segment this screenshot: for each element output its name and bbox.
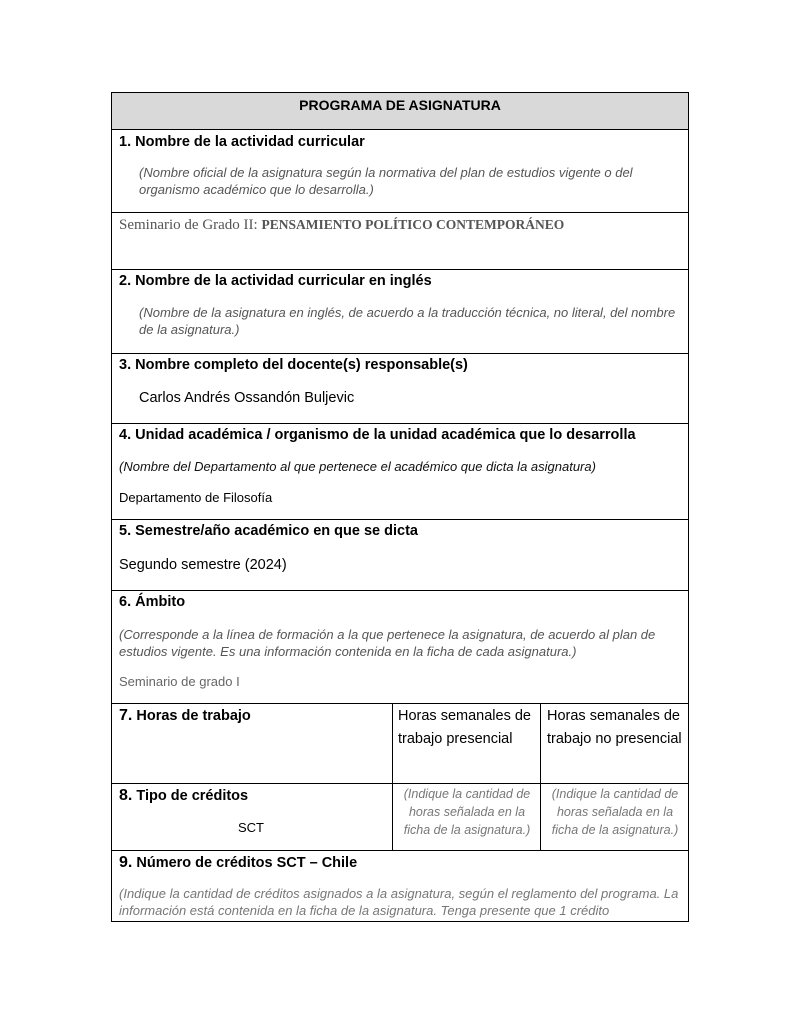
hours-presencial-hint[interactable]: (Indique la cantidad de horas señalada en la ficha de la asignatura.) bbox=[403, 787, 531, 837]
program-form bbox=[111, 92, 689, 922]
section-1-value-row[interactable] bbox=[112, 213, 688, 270]
section-6-hint: (Corresponde a la línea de formación a la que pertenece la asignatura, de acuerdo al plan de estudios vigente. Es una información contenida en la ficha de cada asignatura.) bbox=[119, 627, 656, 659]
section-2-heading: 2. Nombre de la actividad curricular en inglés bbox=[119, 273, 432, 289]
section-4-hint: (Nombre del Departamento al que pertenece el académico que dicta la asignatura) bbox=[119, 459, 596, 474]
column-divider-2 bbox=[540, 704, 541, 851]
section-8-number: 8. bbox=[119, 787, 133, 804]
section-4-value: Departamento de Filosofía bbox=[119, 490, 273, 505]
section-7-title: Horas de trabajo bbox=[132, 708, 251, 724]
section-7-heading bbox=[119, 707, 251, 725]
section-5-value: Segundo semestre (2024) bbox=[119, 557, 287, 573]
section-8-heading bbox=[119, 787, 248, 805]
section-8 bbox=[112, 784, 688, 851]
section-3-heading: 3. Nombre completo del docente(s) responsable(s) bbox=[119, 357, 468, 373]
section-3-value: Carlos Andrés Ossandón Buljevic bbox=[139, 390, 355, 406]
section-9-heading bbox=[119, 854, 357, 872]
section-9-hint: (Indique la cantidad de créditos asignados a la asignatura, según el reglamento del programa. La información está contenida en la ficha de la asignatura. Tenga presente que 1 crédito bbox=[119, 886, 679, 918]
section-1-value-main: PENSAMIENTO POLÍTICO CONTEMPORÁNEO bbox=[261, 217, 565, 232]
hours-presencial-header: Horas semanales de trabajo presencial bbox=[398, 708, 531, 747]
section-9-title: Número de créditos SCT – Chile bbox=[132, 855, 358, 871]
hours-no-presencial-header: Horas semanales de trabajo no presencial bbox=[547, 708, 682, 747]
section-3[interactable] bbox=[112, 354, 688, 424]
section-1-value-prefix: Seminario de Grado II: bbox=[119, 217, 262, 233]
section-9-number: 9. bbox=[119, 854, 133, 871]
section-5-heading: 5. Semestre/año académico en que se dicta bbox=[119, 523, 418, 539]
section-6[interactable] bbox=[112, 591, 688, 704]
form-title: PROGRAMA DE ASIGNATURA bbox=[299, 97, 501, 113]
hours-no-presencial-hint[interactable]: (Indique la cantidad de horas señalada en la ficha de la asignatura.) bbox=[551, 787, 679, 837]
section-8-title: Tipo de créditos bbox=[132, 788, 249, 804]
form-title-row bbox=[112, 93, 688, 130]
section-7 bbox=[112, 704, 688, 784]
section-2-hint: (Nombre de la asignatura en inglés, de acuerdo a la traducción técnica, no literal, del nombre de la asignatura.) bbox=[139, 305, 676, 337]
section-2[interactable] bbox=[112, 270, 688, 354]
section-9[interactable] bbox=[112, 851, 688, 922]
credit-type-value: SCT bbox=[238, 820, 264, 835]
section-4[interactable] bbox=[112, 424, 688, 520]
section-1-value bbox=[119, 217, 564, 234]
column-divider-1 bbox=[392, 704, 393, 851]
section-7-number: 7. bbox=[119, 707, 133, 724]
section-5[interactable] bbox=[112, 520, 688, 591]
section-1-heading: 1. Nombre de la actividad curricular bbox=[119, 134, 365, 150]
section-1-hint: (Nombre oficial de la asignatura según la normativa del plan de estudios vigente o del organismo académico que lo desarrolla.) bbox=[139, 165, 633, 197]
section-6-heading: 6. Ámbito bbox=[119, 594, 186, 610]
section-6-value: Seminario de grado I bbox=[119, 674, 240, 689]
section-1 bbox=[112, 130, 688, 213]
section-4-heading: 4. Unidad académica / organismo de la unidad académica que lo desarrolla bbox=[119, 427, 636, 443]
